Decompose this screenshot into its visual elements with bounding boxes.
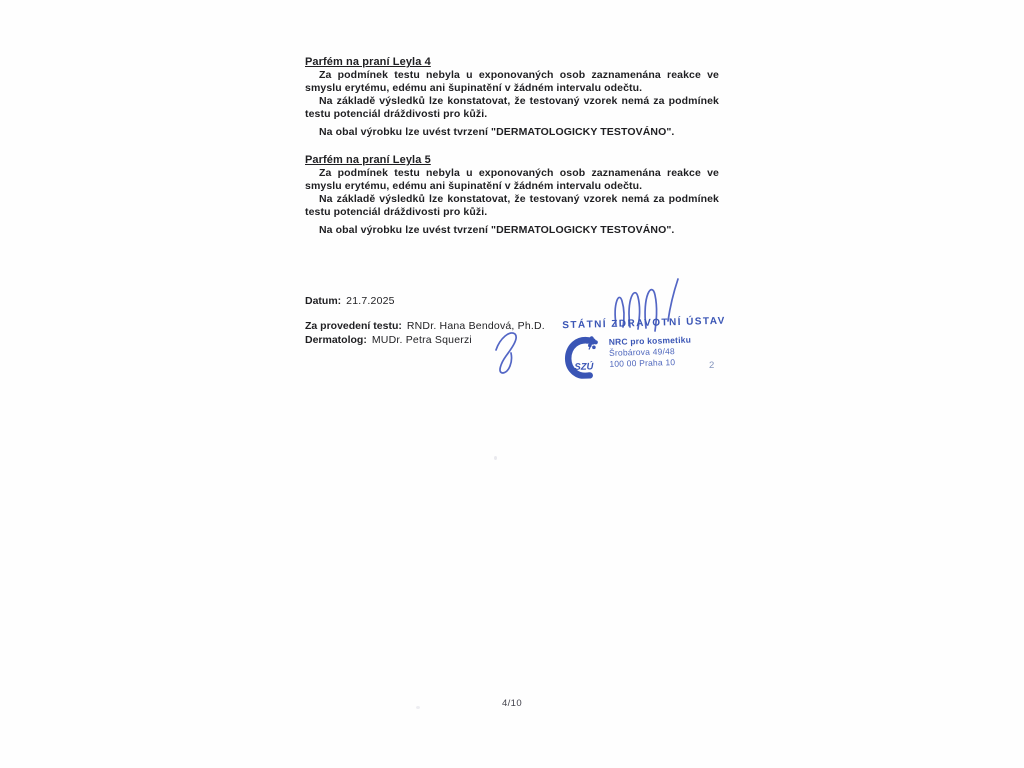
paragraph-line: Za podmínek testu nebyla u exponovaných osob zaznamenána reakce ve [319, 69, 719, 81]
stamp-page-mark: 2 [709, 360, 715, 371]
section-heading: Parfém na praní Leyla 5 [305, 154, 431, 166]
paragraph-line: testu potenciál dráždivosti pro kůži. [305, 206, 488, 218]
paragraph-line: smyslu erytému, edému ani šupinatění v žádném intervalu odečtu. [305, 180, 643, 192]
date-label: Datum: [305, 295, 342, 307]
date-value: 21.7.2025 [346, 295, 395, 307]
claim-line: Na obal výrobku lze uvést tvrzení "DERMATOLOGICKY TESTOVÁNO". [319, 126, 675, 138]
tester-name: RNDr. Hana Bendová, Ph.D. [406, 320, 545, 332]
scan-speck [494, 456, 497, 460]
section-leyla-5 [305, 154, 719, 237]
section-heading: Parfém na praní Leyla 4 [305, 56, 431, 68]
szu-logo-icon [563, 334, 604, 384]
page-number: 4/10 [501, 698, 523, 709]
paragraph-line: smyslu erytému, edému ani šupinatění v žádném intervalu odečtu. [305, 82, 643, 94]
date-line [305, 295, 395, 307]
stamp-address [609, 335, 693, 383]
stamp-street-line: Šrobárova 49/48 [608, 346, 676, 358]
stamp-body [563, 331, 722, 384]
paragraph [305, 95, 719, 121]
paragraph-line: Na základě výsledků lze konstatovat, že testovaný vzorek nemá za podmínek [319, 95, 719, 107]
paragraph-line: testu potenciál dráždivosti pro kůži. [305, 108, 488, 120]
paragraph [305, 69, 719, 95]
institution-stamp [562, 315, 726, 384]
paragraph-line: Za podmínek testu nebyla u exponovaných osob zaznamenána reakce ve [319, 167, 719, 179]
claim-line: Na obal výrobku lze uvést tvrzení "DERMATOLOGICKY TESTOVÁNO". [319, 224, 675, 236]
dermatologist-label: Dermatolog: [305, 333, 367, 346]
stamp-city-line: 100 00 Praha 10 [609, 357, 676, 369]
section-leyla-4 [305, 56, 719, 139]
document-body [305, 56, 719, 237]
signature-stroke-icon [486, 320, 538, 382]
signature-ink-left [486, 320, 538, 382]
paragraph [305, 167, 719, 193]
szu-logo-text: SZÚ [574, 361, 594, 373]
stamp-dept-line: NRC pro kosmetiku [608, 334, 692, 347]
dermatologist-name: MUDr. Petra Squerzi [371, 333, 472, 346]
paragraph-line: Na základě výsledků lze konstatovat, že testovaný vzorek nemá za podmínek [319, 193, 719, 205]
scan-speck [416, 706, 420, 709]
paragraph [305, 193, 719, 219]
tester-label: Za provedení testu: [305, 320, 402, 332]
stamp-title: STÁTNÍ ZDRAVOTNÍ ÚSTAV [562, 315, 726, 332]
